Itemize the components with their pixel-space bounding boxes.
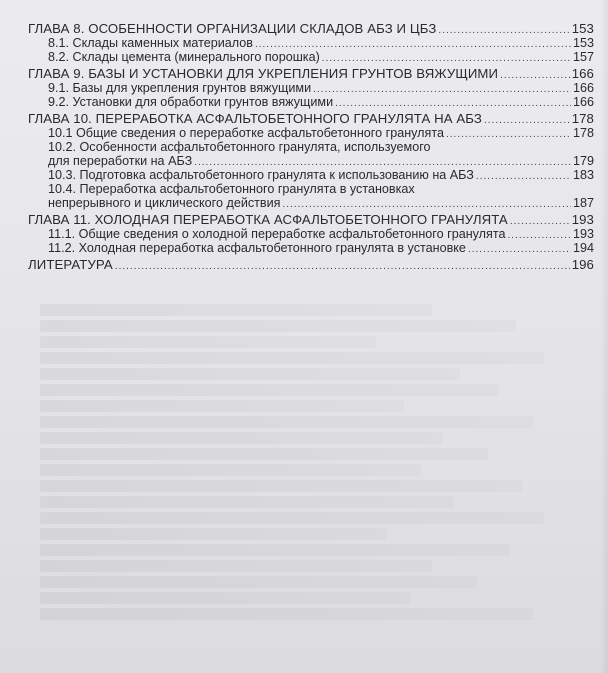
toc-page-number: 153 (571, 21, 594, 36)
toc-page-number: 166 (571, 66, 594, 81)
toc-section-entry (28, 36, 594, 50)
toc-page-number: 194 (572, 241, 594, 255)
toc-entry-title: 10.2. Особенности асфальтобетонного гранулята, используемого (48, 140, 431, 154)
toc-entry-title: 9.2. Установки для обработки грунтов вяжущими (48, 95, 334, 109)
toc-entry-title: 11.1. Общие сведения о холодной переработке асфальтобетонного гранулята (48, 227, 506, 241)
toc-page-number: 153 (572, 36, 594, 50)
toc-entry-title: ЛИТЕРАТУРА (28, 257, 113, 272)
toc-entry-title: 8.2. Склады цемента (минерального порошка) (48, 50, 320, 64)
toc-entry-title: ГЛАВА 11. ХОЛОДНАЯ ПЕРЕРАБОТКА АСФАЛЬТОБЕТОННОГО ГРАНУЛЯТА (28, 212, 508, 227)
toc-entry-title: ГЛАВА 9. БАЗЫ И УСТАНОВКИ ДЛЯ УКРЕПЛЕНИЯ ГРУНТОВ ВЯЖУЩИМИ (28, 66, 499, 81)
toc-entry-title: ГЛАВА 8. ОСОБЕННОСТИ ОРГАНИЗАЦИИ СКЛАДОВ АБЗ И ЦБЗ (28, 21, 437, 36)
table-of-contents (28, 22, 594, 272)
toc-chapter-entry (28, 22, 594, 36)
toc-page-number: 183 (572, 168, 594, 182)
toc-entry-title: 10.1 Общие сведения о переработке асфальтобетонного гранулята (48, 126, 444, 140)
toc-page-number: 166 (572, 95, 594, 109)
toc-page-number: 178 (571, 111, 594, 126)
toc-entry-title: 9.1. Базы для укрепления грунтов вяжущими (48, 81, 312, 95)
toc-entry-title: 10.3. Подготовка асфальтобетонного гранулята к использованию на АБЗ (48, 168, 474, 182)
toc-chapter-entry (28, 258, 594, 272)
toc-section-entry (28, 241, 594, 255)
toc-entry-title: 11.2. Холодная переработка асфальтобетонного гранулята в установке (48, 241, 466, 255)
toc-entry-title-continued: непрерывного и циклического действия (48, 196, 281, 210)
toc-page-number: 193 (571, 212, 594, 227)
toc-entry-title-continued: для переработки на АБЗ (48, 154, 193, 168)
toc-page-number: 178 (572, 126, 594, 140)
toc-section-entry (28, 227, 594, 241)
toc-entry-title: 8.1. Склады каменных материалов (48, 36, 253, 50)
toc-entry-title: ГЛАВА 10. ПЕРЕРАБОТКА АСФАЛЬТОБЕТОННОГО ГРАНУЛЯТА НА АБЗ (28, 111, 482, 126)
toc-page-number: 193 (572, 227, 594, 241)
toc-section-entry-continuation (28, 154, 594, 168)
dot-leader (322, 52, 571, 66)
toc-section-entry (28, 95, 594, 109)
toc-section-entry (28, 50, 594, 64)
toc-chapter-entry (28, 112, 594, 126)
toc-section-entry (28, 81, 594, 95)
bleed-through-text (40, 300, 600, 670)
toc-section-entry-continuation (28, 196, 594, 210)
toc-chapter-entry (28, 67, 594, 81)
page-fold-shadow (600, 0, 608, 673)
dot-leader (282, 198, 571, 212)
toc-page-number: 187 (572, 196, 594, 210)
toc-section-entry (28, 140, 594, 154)
toc-page-number: 157 (572, 50, 594, 64)
toc-section-entry (28, 126, 594, 140)
toc-chapter-entry (28, 213, 594, 227)
dot-leader (468, 243, 571, 257)
toc-section-entry (28, 182, 594, 196)
toc-page-number: 166 (572, 81, 594, 95)
toc-page-number: 196 (571, 257, 594, 272)
dot-leader (115, 260, 570, 274)
toc-section-entry (28, 168, 594, 182)
toc-entry-title: 10.4. Переработка асфальтобетонного гранулята в установках (48, 182, 415, 196)
dot-leader (335, 97, 571, 111)
toc-page-number: 179 (572, 154, 594, 168)
